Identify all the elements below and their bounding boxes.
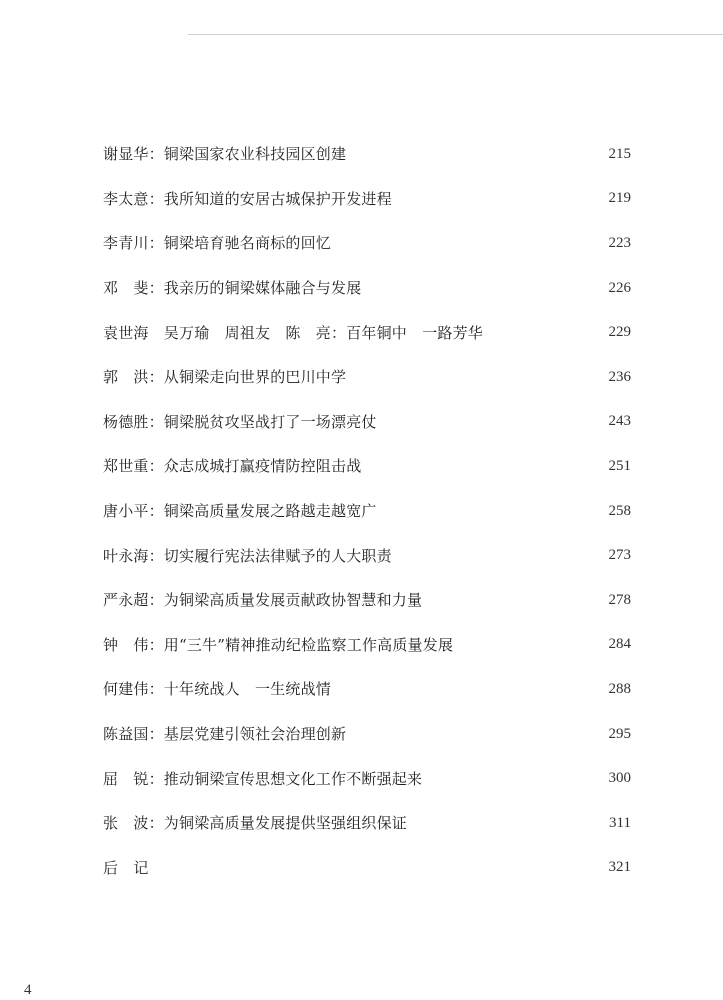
header-rule: [188, 34, 723, 35]
toc-entry-title: 叶永海：切实履行宪法法律赋予的人大职责: [103, 546, 392, 565]
toc-entry[interactable]: [103, 712, 633, 757]
toc-entry[interactable]: [103, 489, 633, 534]
toc-entry-title: 郭 洪：从铜梁走向世界的巴川中学: [103, 368, 347, 387]
toc-entry-page: 219: [608, 190, 631, 207]
toc-entry-page: 243: [608, 413, 631, 430]
toc-entry-page: 251: [608, 457, 631, 474]
toc-entry-title: 唐小平：铜梁高质量发展之路越走越宽广: [103, 502, 377, 521]
toc-entry[interactable]: [103, 801, 633, 846]
toc-entry-title: 严永超：为铜梁高质量发展贡献政协智慧和力量: [103, 591, 423, 610]
toc-entry-page: 311: [609, 814, 631, 831]
toc-entry-page: 229: [608, 324, 631, 341]
toc-entry-page: 288: [608, 680, 631, 697]
toc-entry[interactable]: [103, 355, 633, 400]
toc-entry[interactable]: [103, 400, 633, 445]
toc-entry-page: 215: [608, 145, 631, 162]
toc-entry-title: 郑世重：众志成城打赢疫情防控阻击战: [103, 457, 362, 476]
toc-entry-page: 321: [608, 859, 631, 876]
toc-entry-page: 226: [608, 279, 631, 296]
toc-entry[interactable]: [103, 623, 633, 668]
toc-entry[interactable]: [103, 578, 633, 623]
toc-entry-page: 236: [608, 368, 631, 385]
toc-entry-title: 张 波：为铜梁高质量发展提供坚强组织保证: [103, 814, 408, 833]
toc-entry-page: 295: [608, 725, 631, 742]
toc-entry[interactable]: [103, 444, 633, 489]
toc-entry-page: 273: [608, 547, 631, 564]
toc-entry-title: 李青川：铜梁培育驰名商标的回忆: [103, 234, 332, 253]
toc-entry-title: 袁世海 吴万瑜 周祖友 陈 亮：百年铜中 一路芳华: [103, 323, 484, 342]
toc-entry-title: 邓 斐：我亲历的铜梁媒体融合与发展: [103, 279, 362, 298]
toc-entry-title: 李太意：我所知道的安居古城保护开发进程: [103, 189, 392, 208]
toc-entry[interactable]: [103, 177, 633, 222]
toc-entry[interactable]: [103, 756, 633, 801]
toc-entry-page: 223: [608, 234, 631, 251]
table-of-contents: [103, 132, 633, 890]
toc-entry[interactable]: [103, 132, 633, 177]
toc-entry-title: 后 记: [103, 858, 149, 877]
toc-entry-title: 杨德胜：铜梁脱贫攻坚战打了一场漂亮仗: [103, 412, 377, 431]
toc-entry-title: 陈益国：基层党建引领社会治理创新: [103, 725, 347, 744]
page-number: 4: [24, 982, 32, 998]
toc-entry[interactable]: [103, 533, 633, 578]
toc-entry-title: 何建伟：十年统战人 一生统战情: [103, 680, 332, 699]
toc-entry-page: 258: [608, 502, 631, 519]
toc-entry[interactable]: [103, 221, 633, 266]
toc-entry-page: 284: [608, 636, 631, 653]
toc-entry-page: 278: [608, 591, 631, 608]
toc-entry-title: 钟 伟：用“三牛”精神推动纪检监察工作高质量发展: [103, 635, 454, 654]
toc-entry-title: 谢显华：铜梁国家农业科技园区创建: [103, 145, 347, 164]
toc-entry[interactable]: [103, 667, 633, 712]
toc-entry[interactable]: [103, 266, 633, 311]
toc-entry[interactable]: [103, 846, 633, 891]
toc-entry[interactable]: [103, 310, 633, 355]
toc-entry-title: 屈 锐：推动铜梁宣传思想文化工作不断强起来: [103, 769, 423, 788]
toc-entry-page: 300: [608, 770, 631, 787]
